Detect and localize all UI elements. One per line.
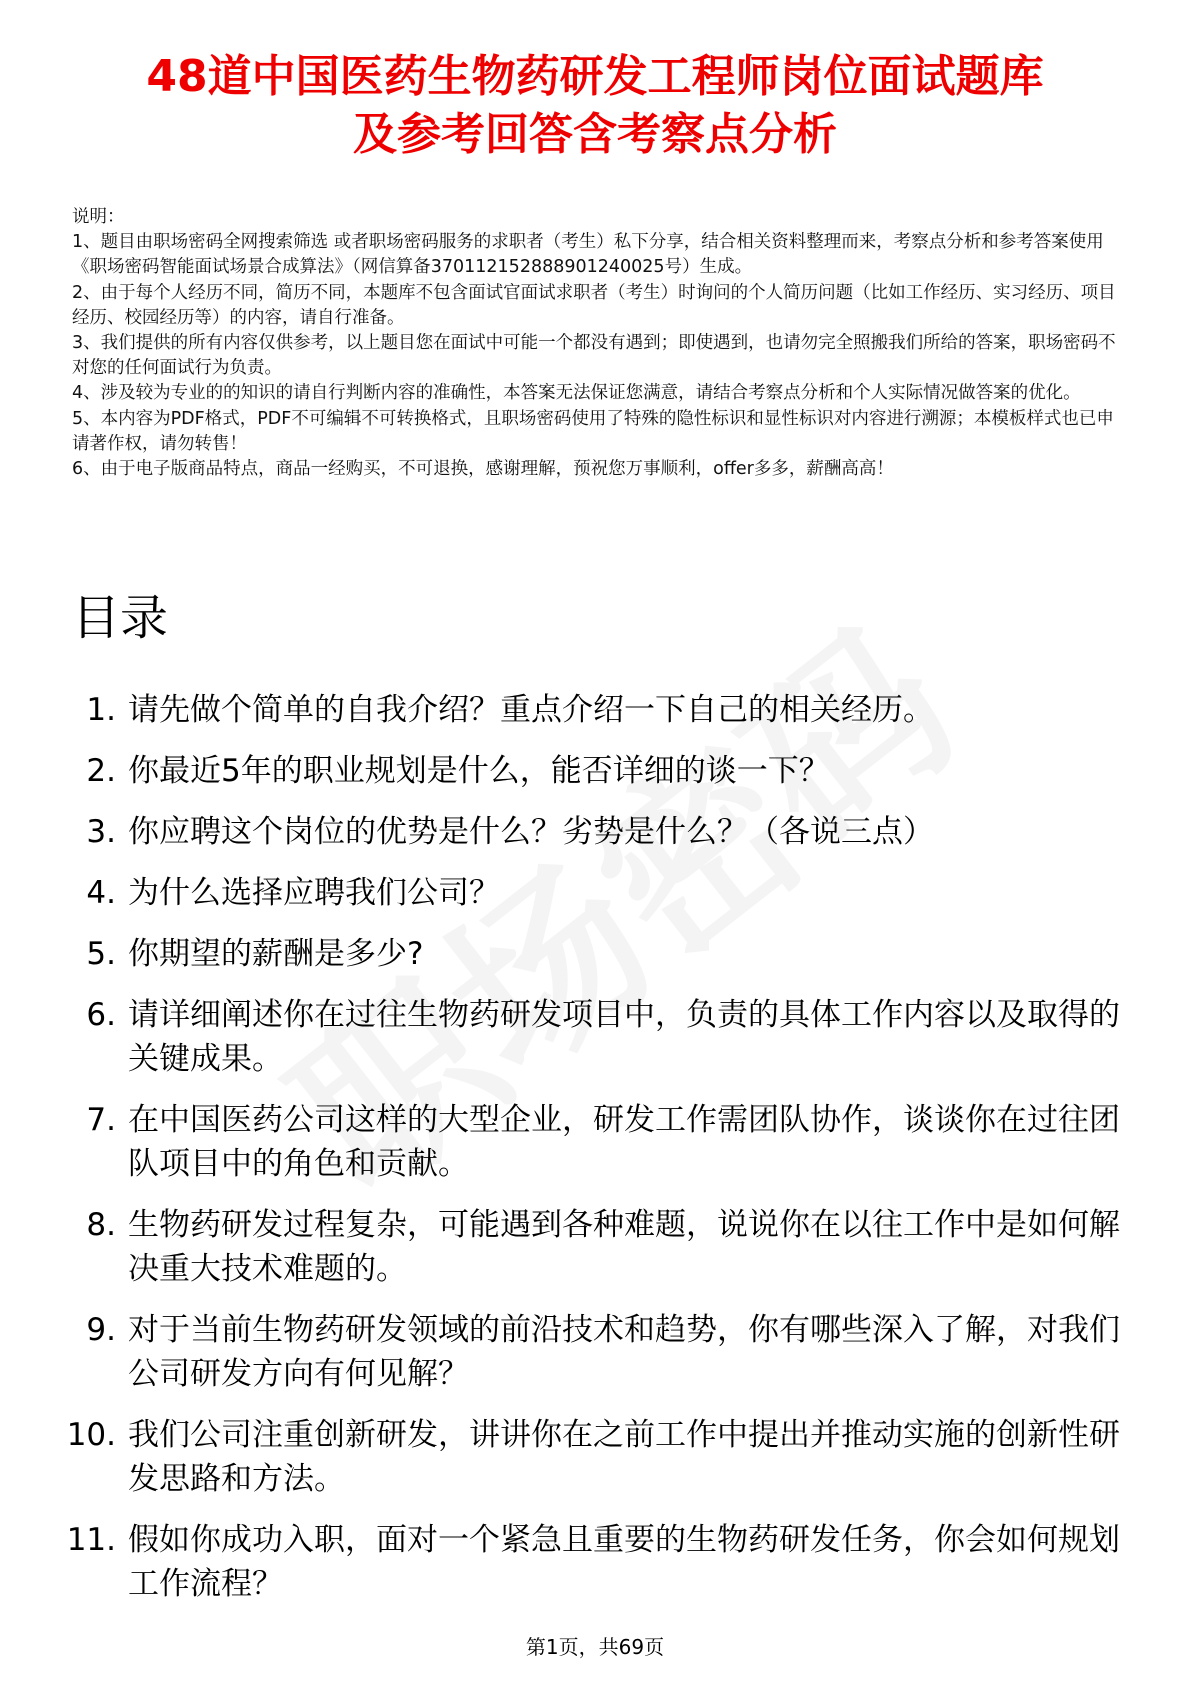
toc-item-number: 8. (86, 1207, 116, 1243)
toc-item[interactable] (72, 1308, 1132, 1396)
notes-section (72, 205, 1118, 482)
toc-item-number: 4. (86, 875, 116, 911)
note-item: 4、涉及较为专业的的知识的请自行判断内容的准确性，本答案无法保证您满意，请结合考察点分析和个人实际情况做答案的优化。 (72, 383, 1081, 404)
toc-item-number: 1. (86, 692, 116, 728)
toc-item-text: 假如你成功入职，面对一个紧急且重要的生物药研发任务，你会如何规划工作流程？ (128, 1522, 1120, 1602)
toc-item-text: 对于当前生物药研发领域的前沿技术和趋势，你有哪些深入了解，对我们公司研发方向有何见解？ (128, 1312, 1120, 1392)
toc-item-text: 你期望的薪酬是多少? (128, 936, 424, 972)
document-title (60, 48, 1130, 164)
toc-item-number: 2. (86, 753, 116, 789)
toc-item[interactable] (72, 749, 1132, 793)
note-item: 5、本内容为PDF格式，PDF不可编辑不可转换格式，且职场密码使用了特殊的隐性标识和显性标识对内容进行溯源；本模板样式也已申请著作权，请勿转售！ (72, 408, 1114, 454)
toc-item-number: 7. (86, 1102, 116, 1138)
toc-item[interactable] (72, 932, 1132, 976)
toc-item-number: 9. (86, 1312, 116, 1348)
toc-item-text: 在中国医药公司这样的大型企业，研发工作需团队协作，谈谈你在过往团队项目中的角色和贡献。 (128, 1102, 1120, 1182)
page-footer: 第1页，共69页 (525, 1635, 665, 1659)
toc-item-text: 请先做个简单的自我介绍？重点介绍一下自己的相关经历。 (128, 692, 934, 728)
toc-item-text: 我们公司注重创新研发，讲讲你在之前工作中提出并推动实施的创新性研发思路和方法。 (128, 1417, 1120, 1497)
toc-item[interactable] (72, 810, 1132, 854)
toc-item-number: 3. (86, 814, 116, 850)
toc-item-text: 请详细阐述你在过往生物药研发项目中，负责的具体工作内容以及取得的关键成果。 (128, 997, 1120, 1077)
title-line-2: 及参考回答含考察点分析 (353, 109, 837, 160)
toc-item[interactable] (72, 1098, 1132, 1186)
note-item: 6、由于电子版商品特点，商品一经购买，不可退换，感谢理解，预祝您万事顺利，offer多多，薪酬高高！ (72, 459, 894, 480)
note-item: 3、我们提供的所有内容仅供参考，以上题目您在面试中可能一个都没有遇到；即使遇到，也请勿完全照搬我们所给的答案，职场密码不对您的任何面试行为负责。 (72, 333, 1116, 379)
toc-item-number: 11. (66, 1522, 116, 1558)
toc-item-number: 5. (86, 936, 116, 972)
toc-item-text: 你应聘这个岗位的优势是什么？劣势是什么？（各说三点） (128, 814, 934, 850)
toc-item[interactable] (72, 871, 1132, 915)
toc-item-text: 生物药研发过程复杂，可能遇到各种难题，说说你在以往工作中是如何解决重大技术难题的。 (128, 1207, 1120, 1287)
toc-item[interactable] (66, 1413, 1132, 1501)
table-of-contents (66, 688, 1132, 1623)
toc-item[interactable] (72, 993, 1132, 1081)
note-item: 1、题目由职场密码全网搜索筛选 或者职场密码服务的求职者（考生）私下分享，结合相关资料整理而来，考察点分析和参考答案使用《职场密码智能面试场景合成算法》（网信算备370112152888901240025号）生成。 (72, 232, 1104, 278)
toc-item[interactable] (72, 688, 1132, 732)
toc-heading: 目录 (72, 590, 169, 646)
toc-item-number: 6. (86, 997, 116, 1033)
notes-heading: 说明： (72, 207, 125, 227)
toc-item-text: 你最近5年的职业规划是什么，能否详细的谈一下？ (128, 753, 830, 789)
note-item: 2、由于每个人经历不同，简历不同，本题库不包含面试官面试求职者（考生）时询问的个人简历问题（比如工作经历、实习经历、项目经历、校园经历等）的内容，请自行准备。 (72, 282, 1116, 328)
toc-item-text: 为什么选择应聘我们公司？ (128, 875, 500, 911)
toc-item-number: 10. (66, 1417, 116, 1453)
toc-item[interactable] (66, 1518, 1132, 1606)
title-line-1: 48道中国医药生物药研发工程师岗位面试题库 (146, 51, 1044, 102)
toc-item[interactable] (72, 1203, 1132, 1291)
